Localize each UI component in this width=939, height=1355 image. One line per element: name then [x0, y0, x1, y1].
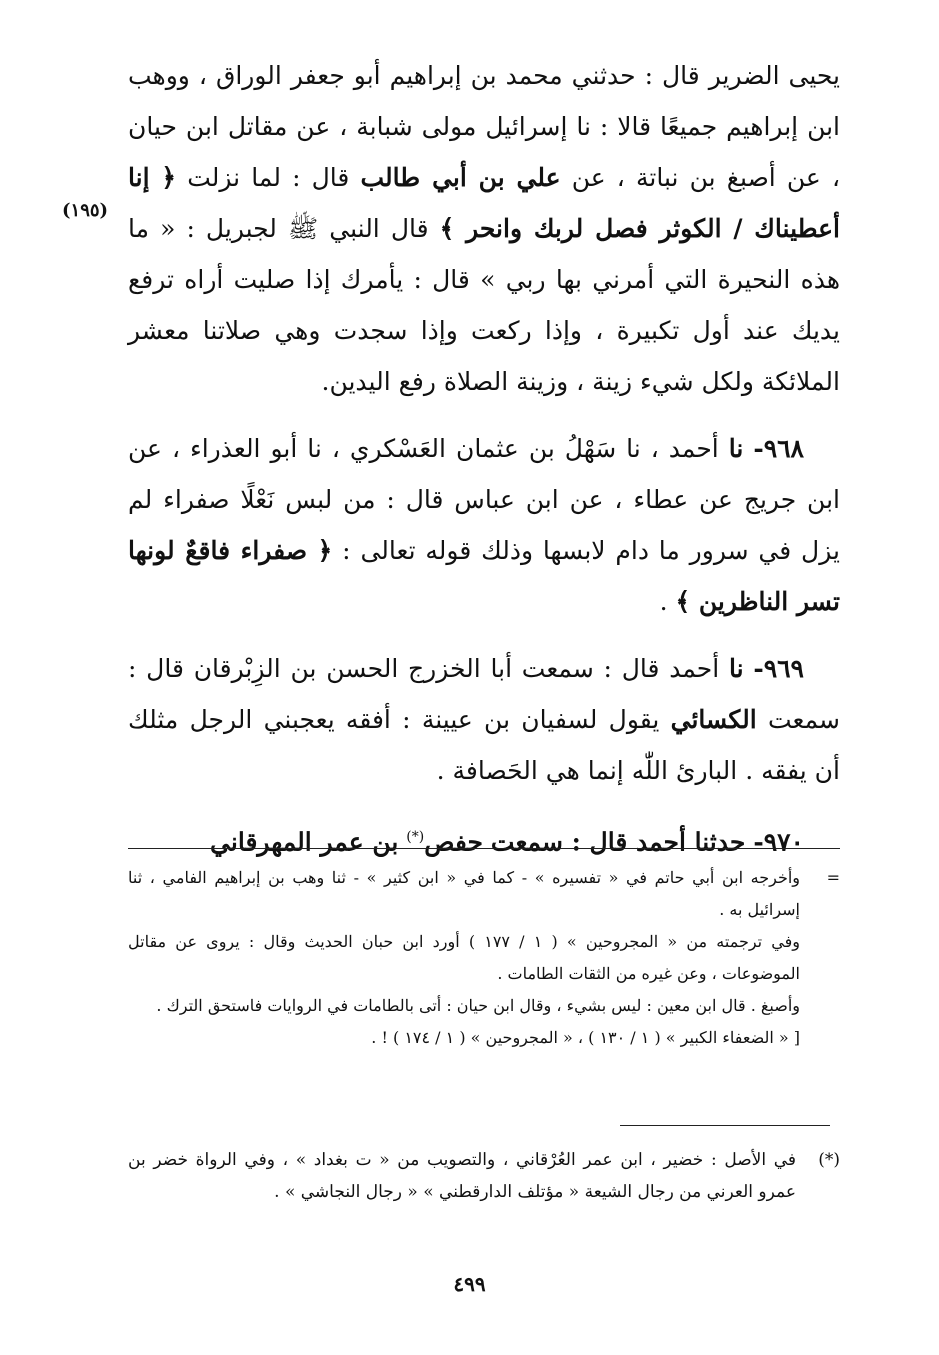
narrator-name: بن عمر المهرقاني [210, 827, 399, 857]
text-line: قال : سمعت [128, 654, 841, 734]
text-line: يحيى الضرير قال : حدثني محمد بن إبراهيم أبو جعفر الوراق ، [198, 61, 840, 90]
narrator-name: الكسائي [670, 705, 757, 734]
footnote [128, 1144, 840, 1208]
text-line: يقول لسفيان بن عيينة : أفقه يعجبني الرجل [189, 705, 660, 734]
note-text: [ « الضعفاء الكبير » ( ١ / ١٣٠ ) ، « المجروحين » ( ١ / ١٧٤ ) ! . [371, 1028, 800, 1047]
note-text: وفي ترجمته من « المجروحين » ( ١ / ١٧٧ ) أورد ابن حبان الحديث وقال : يروى عن [175, 932, 800, 951]
narrator-name: علي بن أبي طالب [360, 163, 561, 192]
text-line: ابن حيان ، عن أصبغ بن نباتة ، عن [128, 112, 841, 192]
note-line [128, 926, 840, 990]
continuation-mark: = [826, 868, 840, 887]
quran-verse: ﴿ صفراء فاقعٌ لونها تسر الناظرين ﴾ [128, 536, 840, 616]
note-text: النجاشي » . [274, 1182, 361, 1202]
note-text: وأصبغ . قال ابن معين : ليس بشيء ، وقال ابن حيان : أتى بالطامات في الروايات فاستحق الترك . [156, 996, 800, 1015]
hadith-968 [128, 423, 840, 627]
verse-reference: (١٩٥) [62, 200, 109, 221]
footnote-text [128, 1144, 840, 1208]
hadith-na: نا [728, 654, 744, 683]
text-line: عن ابن جريج عن عطاء ، عن ابن عباس قال : من لبس نَعْلًا صفراء [128, 434, 840, 514]
text-line: مثلك أن يفقه . البارئ اللّٰه إنما هي الحَصافة . [128, 705, 840, 785]
text-line: لم يزل في سرور ما دام لابسها وذلك قوله تعالى : [128, 485, 840, 565]
intro-paragraph [128, 50, 840, 407]
text-line: . [659, 587, 668, 616]
text-line: قال النبي ﷺ [288, 214, 429, 243]
hadith-970 [128, 812, 840, 867]
hadith-number: ٩٦٨- [753, 434, 804, 463]
note-text: وأخرجه ابن أبي حاتم في « تفسيره » - كما في « ابن كثير » - ثنا وهب بن إبراهيم [214, 868, 801, 887]
text-line: نزلت [187, 163, 241, 192]
footnote-divider [620, 1125, 830, 1126]
page-number: ٤٩٩ [453, 1272, 486, 1296]
text-line: صليت أراه ترفع يديك عند أول تكبيرة ، وإذا ركعت وإذا سجدت [128, 265, 840, 345]
footnote-mark: (*) [818, 1150, 840, 1170]
quran-verse: ﴿ إنا أعطيناك / الكوثر فصل لربك وانحر ﴾ [128, 163, 840, 243]
notes-divider [128, 848, 840, 849]
note-text: الفامي ، ثنا إسرائيل به . [128, 868, 800, 919]
note-line [128, 990, 840, 1022]
hadith-na: نا [728, 434, 744, 463]
note-text: الرواة خضر بن عمرو العرني من رجال الشيعة « مؤتلف الدارقطني » « رجال [128, 1150, 796, 1202]
note-line [128, 1022, 840, 1054]
commentary-notes [128, 862, 840, 1054]
text-line: حدثنا أحمد قال : سمعت [490, 827, 746, 857]
hadith-969 [128, 643, 840, 796]
text-line: أحمد ، نا سَهْلُ بن عثمان العَسْكري ، نا أبو العذراء ، [171, 434, 719, 463]
footnote-mark: (*) [406, 829, 425, 845]
main-text [128, 50, 840, 867]
text-line: قال : لما [251, 163, 350, 192]
text-line: أحمد قال : سمعت أبا الخزرج الحسن بن الزِبْرقان [193, 654, 720, 683]
text-line: وهي صلاتنا معشر الملائكة ولكل شيء زينة ، وزينة الصلاة رفع اليدين. [128, 316, 840, 396]
note-text: في الأصل : خضير ، ابن عمر العُرْقاني ، والتصويب من « ت بغداد » ، وفي [244, 1150, 797, 1170]
note-text: مقاتل الموضوعات ، وعن غيره من الثقات الطامات . [128, 932, 800, 983]
narrator-name: حفص [424, 827, 483, 857]
text-line: ووهب ابن إبراهيم جميعًا قالا : نا إسرائيل مولى شبابة ، عن مقاتل [128, 61, 840, 141]
note-line [128, 862, 840, 926]
hadith-number: ٩٦٩- [753, 654, 804, 683]
hadith-number: ٩٧٠- [753, 827, 804, 857]
text-line: لجبريل : « ما هذه النحيرة التي أمرني بها ربي » قال : يأمرك إذا [128, 214, 840, 294]
